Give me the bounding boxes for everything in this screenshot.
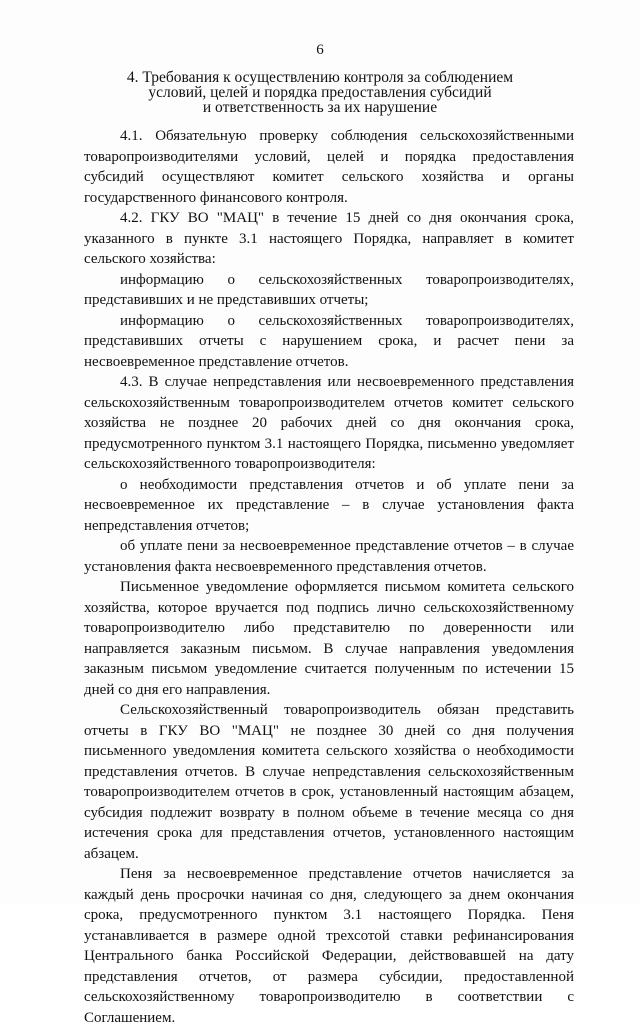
paragraph-4-1: 4.1. Обязательную проверку соблюдения сельскохозяйственными товаропроизводителями условий, целей и порядка предоставления субсидий осуществляют комитет сельского хозяйства и органы государственного финансового контроля.	[84, 128, 574, 206]
paragraph-4-3-item-1: о необходимости представления отчетов и об уплате пени за несвоевременное их представление – в случае установления факта непредставления отчетов;	[84, 476, 574, 534]
paragraph-obligation: Сельскохозяйственный товаропроизводитель обязан представить отчеты в ГКУ ВО "МАЦ" не позднее 30 дней со дня получения письменного уведомления комитета сельского хозяйства о необходимости представления отчетов. В случае непредставления сельскохозяйственным товаропроизводителем отчетов в срок, установленный настоящим абзацем, субсидия подлежит возврату в полном объеме в течение месяца со дня истечения срока для представления отчетов, установленного настоящим абзацем.	[84, 702, 574, 862]
section-heading	[100, 70, 540, 115]
page-number: 6	[316, 42, 324, 58]
paragraph-4-2-item-2: информацию о сельскохозяйственных товаропроизводителях, представивших отчеты с нарушением срока, и расчет пени за несвоевременное представление отчетов.	[84, 312, 574, 370]
document-body	[84, 126, 574, 1028]
paragraph-notice: Письменное уведомление оформляется письмом комитета сельского хозяйства, которое вручается под подпись лично сельскохозяйственному товаропроизводителю либо представителю по доверенности или направляется заказным письмом. В случае направления уведомления заказным письмом уведомление считается полученным по истечении 15 дней со дня его направления.	[84, 579, 574, 698]
paragraph-4-3: 4.3. В случае непредставления или несвоевременного представления сельскохозяйственным товаропроизводителем отчетов комитет сельского хозяйства не позднее 20 рабочих дней со дня окончания срока, предусмотренного пунктом 3.1 настоящего Порядка, письменно уведомляет сельскохозяйственного товаропроизводителя:	[84, 374, 574, 472]
section-heading-line-3: и ответственность за их нарушение	[202, 99, 438, 116]
paragraph-4-2-item-1: информацию о сельскохозяйственных товаропроизводителях, представивших и не представивших отчеты;	[84, 271, 574, 308]
paragraph-4-2: 4.2. ГКУ ВО "МАЦ" в течение 15 дней со дня окончания срока, указанного в пункте 3.1 настоящего Порядка, направляет в комитет сельского хозяйства:	[84, 210, 574, 267]
paragraph-4-3-item-2: об уплате пени за несвоевременное представление отчетов – в случае установления факта несвоевременного представления отчетов.	[84, 538, 574, 575]
paragraph-penalty: Пеня за несвоевременное представление отчетов начисляется за каждый день просрочки начиная со дня, следующего за днем окончания срока, предусмотренного пунктом 3.1 настоящего Порядка. Пеня устанавливается в размере одной трехсотой ставки рефинансирования Центрального банка Российской Федерации, действовавшей на дату представления отчетов, от размера субсидии, предоставленной сельскохозяйственному товаропроизводителю в соответствии с Соглашением.	[84, 866, 574, 1026]
section-heading-line-2: условий, целей и порядка предоставления субсидий	[148, 84, 492, 101]
section-heading-line-1: 4. Требования к осуществлению контроля за соблюдением	[126, 69, 514, 86]
